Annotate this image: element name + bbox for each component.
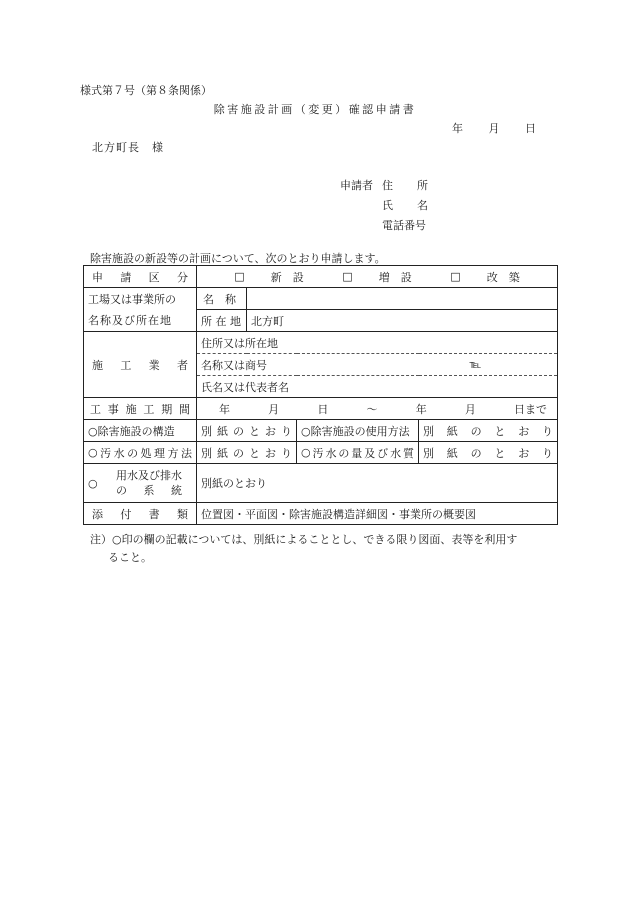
category-options (197, 266, 558, 288)
row-wastewater-treatment (84, 442, 558, 464)
applicant-block (340, 176, 428, 236)
footnote-line2: ること。 (108, 551, 152, 564)
row-attachments (84, 503, 558, 525)
footnote (90, 531, 517, 567)
applicant-name-label: 氏 名 (382, 199, 428, 212)
intro-text: 除害施設の新設等の計画について、次のとおり申請します。 (90, 252, 386, 265)
value-water-system: 別紙のとおり (197, 464, 558, 503)
addressee: 北方町長 様 (92, 141, 164, 154)
row-water-system (84, 464, 558, 503)
label-facility-usage: ○除害施設の使用方法 (297, 420, 419, 442)
option-rebuild[interactable]: □ 改 築 (450, 270, 520, 284)
checkbox-rebuild[interactable]: □ (450, 270, 461, 283)
date-day: 日 (525, 122, 536, 135)
label-factory-location: 所 在 地 (197, 310, 247, 332)
row-facility-structure (84, 420, 558, 442)
field-contractor-representative[interactable]: 氏名又は代表者名 (197, 376, 558, 398)
field-construction-period[interactable]: 年 月 日 ～ 年 月 日まで (197, 398, 558, 420)
label-facility-structure: ○除害施設の構造 (84, 420, 197, 442)
label-contractor: 施 工 業 者 (84, 332, 197, 398)
form-number: 様式第７号（第８条関係） (80, 84, 212, 97)
application-table (83, 265, 558, 525)
label-factory: 工場又は事業所の 名称及び所在地 (84, 288, 197, 332)
applicant-label: 申請者 (340, 179, 373, 192)
field-factory-location[interactable]: 北方町 (247, 310, 558, 332)
checkbox-new[interactable]: □ (234, 270, 245, 283)
date-year: 年 (452, 122, 463, 135)
label-application-category: 申 請 区 分 (84, 266, 197, 288)
row-contractor-address (84, 332, 558, 354)
row-application-category (84, 266, 558, 288)
value-facility-usage: 別 紙 の と お り (419, 420, 558, 442)
row-factory-name (84, 288, 558, 310)
field-contractor-name[interactable]: 名称又は商号 ℡ (197, 354, 558, 376)
row-construction-period (84, 398, 558, 420)
option-expansion[interactable]: □ 増 設 (342, 270, 412, 284)
field-contractor-address[interactable]: 住所又は所在地 (197, 332, 558, 354)
label-wastewater-quality: ○ 汚 水 の 量 及 び 水 質 (297, 442, 419, 464)
tel-icon: ℡ (469, 357, 482, 371)
label-factory-name: 名 称 (197, 288, 247, 310)
option-new[interactable]: □ 新 設 (234, 270, 304, 284)
value-facility-structure: 別 紙 の と お り (197, 420, 297, 442)
date-line (452, 120, 536, 136)
checkbox-expansion[interactable]: □ (342, 270, 353, 283)
date-month: 月 (488, 122, 500, 135)
value-wastewater-treatment: 別 紙 の と お り (197, 442, 297, 464)
label-water-system: ○ 用水及び排水 の 系 統 (84, 464, 197, 503)
field-factory-name[interactable] (247, 288, 558, 310)
applicant-address-label: 住 所 (382, 179, 428, 192)
document-title: 除害施設計画（変更）確認申請書 (213, 103, 417, 116)
label-wastewater-treatment: ○ 汚 水 の 処 理 方 法 (84, 442, 197, 464)
label-attachments: 添 付 書 類 (84, 503, 197, 525)
label-construction-period: 工 事 施 工 期 間 (84, 398, 197, 420)
value-wastewater-quality: 別 紙 の と お り (419, 442, 558, 464)
footnote-line1: 注）○印の欄の記載については、別紙によることとし、できる限り図面、表等を利用す (90, 533, 518, 546)
applicant-phone-label: 電話番号 (382, 219, 426, 232)
value-attachments: 位置図・平面図・除害施設構造詳細図・事業所の概要図 (197, 503, 558, 525)
